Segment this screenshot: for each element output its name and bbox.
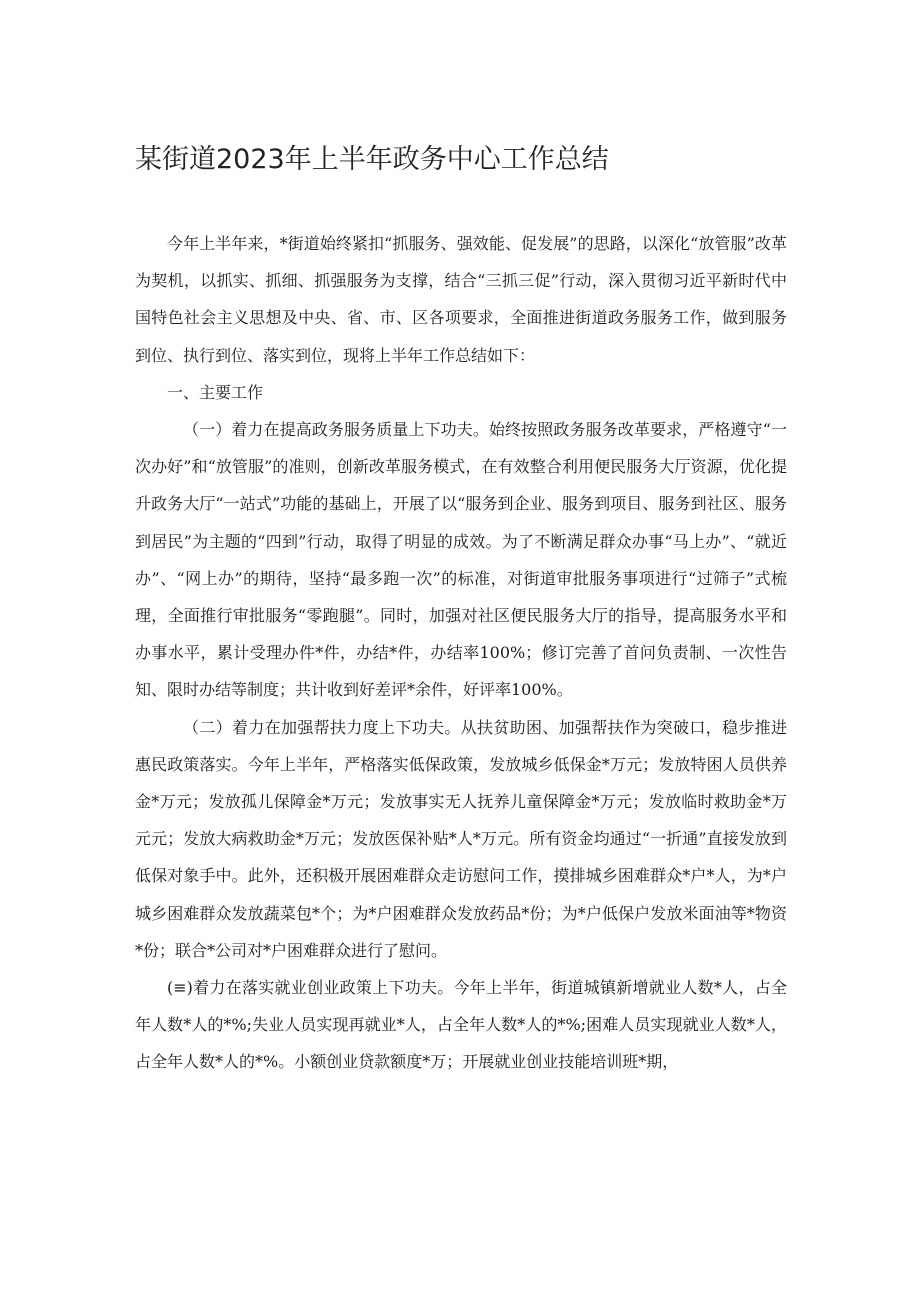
section-heading-main-work: 一、主要工作 [167, 382, 264, 402]
intro-paragraph: 今年上半年来，*街道始终紧扣“抓服务、强效能、促发展”的思路，以深化“放管服”改革为契机，以抓实、抓细、抓强服务为支撑，结合“三抓三促”行动，深入贯彻习近平新时代中国特色社会主义思想及中央、省、市、区各项要求，全面推进街道政务服务工作，做到服务到位、执行到位、落实到位，现将上半年工作总结如下： [135, 234, 787, 365]
document-body [135, 225, 787, 1081]
paragraph-employment: (≡)着力在落实就业创业政策上下功夫。今年上半年，街道城镇新增就业人数*人，占全年人数*人的*%;失业人员实现再就业*人，占全年人数*人的*%;困难人员实现就业人数*人，占全年人数*人的*%。小额创业贷款额度*万；开展就业创业技能培训班*期， [135, 978, 787, 1072]
paragraph-service-quality: （一）着力在提高政务服务质量上下功夫。始终按照政务服务改革要求，严格遵守“一次办好”和“放管服”的准则，创新改革服务模式，在有效整合利用便民服务大厅资源，优化提升政务大厅“一站式”功能的基础上，开展了以“服务到企业、服务到项目、服务到社区、服务到居民”为主题的“四到”行动，取得了明显的成效。为了不断满足群众办事“马上办”、“就近办”、“网上办”的期待，坚持“最多跑一次”的标准，对街道审批服务事项进行“过筛子”式梳理，全面推行审批服务“零跑腿”。同时，加强对社区便民服务大厅的指导，提高服务水平和办事水平，累计受理办件*件，办结*件，办结率100%；修订完善了首问负责制、一次性告知、限时办结等制度；共计收到好差评*余件，好评率100%。 [135, 420, 787, 700]
document-title: 某街道2023年上半年政务中心工作总结 [135, 144, 609, 175]
paragraph-assistance: （二）着力在加强帮扶力度上下功夫。从扶贫助困、加强帮扶作为突破口，稳步推进惠民政策落实。今年上半年，严格落实低保政策，发放城乡低保金*万元；发放特困人员供养金*万元；发放孤儿保障金*万元；发放事实无人抚养儿童保障金*万元；发放临时救助金*万元元；发放大病救助金*万元；发放医保补贴*人*万元。所有资金均通过“一折通”直接发放到低保对象手中。此外，还积极开展困难群众走访慰问工作，摸排城乡困难群众*户*人，为*户城乡困难群众发放蔬菜包*个；为*户困难群众发放药品*份；为*户低保户发放米面油等*物资*份；联合*公司对*户困难群众进行了慰问。 [135, 717, 787, 960]
